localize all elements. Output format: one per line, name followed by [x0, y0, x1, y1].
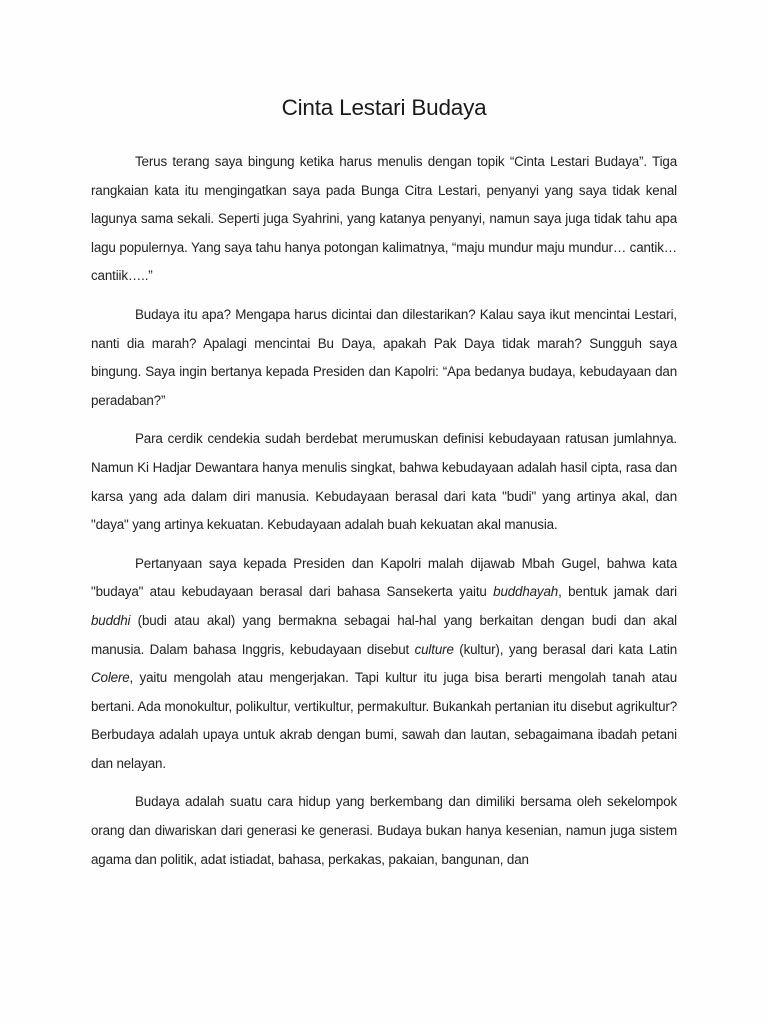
text-run: Pertanyaan saya kepada Presiden dan Kapolri malah dijawab Mbah Gugel, bahwa kata "budaya" atau kebudayaan berasal dari bahasa Sansekerta yaitu	[91, 555, 677, 600]
text-run: Budaya adalah suatu cara hidup yang berkembang dan dimiliki bersama oleh sekelompok orang dan diwariskan dari generasi ke generasi. Budaya bukan hanya kesenian, namun juga sistem agama dan politik, adat istiadat, bahasa, perkakas, pakaian, bangunan, dan	[91, 794, 677, 867]
document-title: Cinta Lestari Budaya	[281, 95, 487, 120]
paragraph-3	[91, 425, 677, 539]
paragraph-1	[91, 148, 677, 291]
paragraph-4	[91, 550, 677, 779]
paragraph-2	[91, 301, 677, 415]
italic-term: culture	[414, 641, 454, 657]
italic-term: buddhi	[91, 612, 131, 628]
italic-term: Colere	[91, 670, 130, 686]
text-run: , bentuk jamak dari	[558, 584, 677, 600]
text-run: (budi atau akal) yang bermakna sebagai hal-hal yang berkaitan dengan budi dan akal manusia. Dalam bahasa Inggris, kebudayaan disebut	[91, 612, 677, 657]
text-run: Budaya itu apa? Mengapa harus dicintai dan dilestarikan? Kalau saya ikut mencintai Lestari, nanti dia marah? Apalagi mencintai Bu Daya, apakah Pak Daya tidak marah? Sungguh saya bingung. Saya ingin bertanya kepada Presiden dan Kapolri: “Apa bedanya budaya, kebudayaan dan peradaban?”	[91, 306, 677, 408]
document-body	[91, 148, 677, 884]
paragraph-5	[91, 788, 677, 874]
text-run: Para cerdik cendekia sudah berdebat merumuskan definisi kebudayaan ratusan jumlahnya. Namun Ki Hadjar Dewantara hanya menulis singkat, bahwa kebudayaan adalah hasil cipta, rasa dan karsa yang ada dalam diri manusia. Kebudayaan berasal dari kata "budi" yang artinya akal, dan "daya" yang artinya kekuatan. Kebudayaan adalah buah kekuatan akal manusia.	[91, 431, 677, 533]
text-run: (kultur), yang berasal dari kata Latin	[453, 641, 677, 657]
text-run: , yaitu mengolah atau mengerjakan. Tapi kultur itu juga bisa berarti mengolah tanah atau bertani. Ada monokultur, polikultur, vertikultur, permakultur. Bukankah pertanian itu disebut agrikultur? Berbudaya adalah upaya untuk akrab dengan bumi, sawah dan lautan, sebagaimana ibadah petani dan nelayan.	[91, 670, 677, 771]
text-run: Terus terang saya bingung ketika harus menulis dengan topik “Cinta Lestari Budaya”. Tiga rangkaian kata itu mengingatkan saya pada Bunga Citra Lestari, penyanyi yang saya tidak kenal lagunya sama sekali. Seperti juga Syahrini, yang katanya penyanyi, namun saya juga tidak tahu apa lagu populernya. Yang saya tahu hanya potongan kalimatnya, “maju mundur maju mundur… cantik… cantiik…..”	[91, 154, 677, 284]
italic-term: buddhayah	[493, 584, 559, 600]
